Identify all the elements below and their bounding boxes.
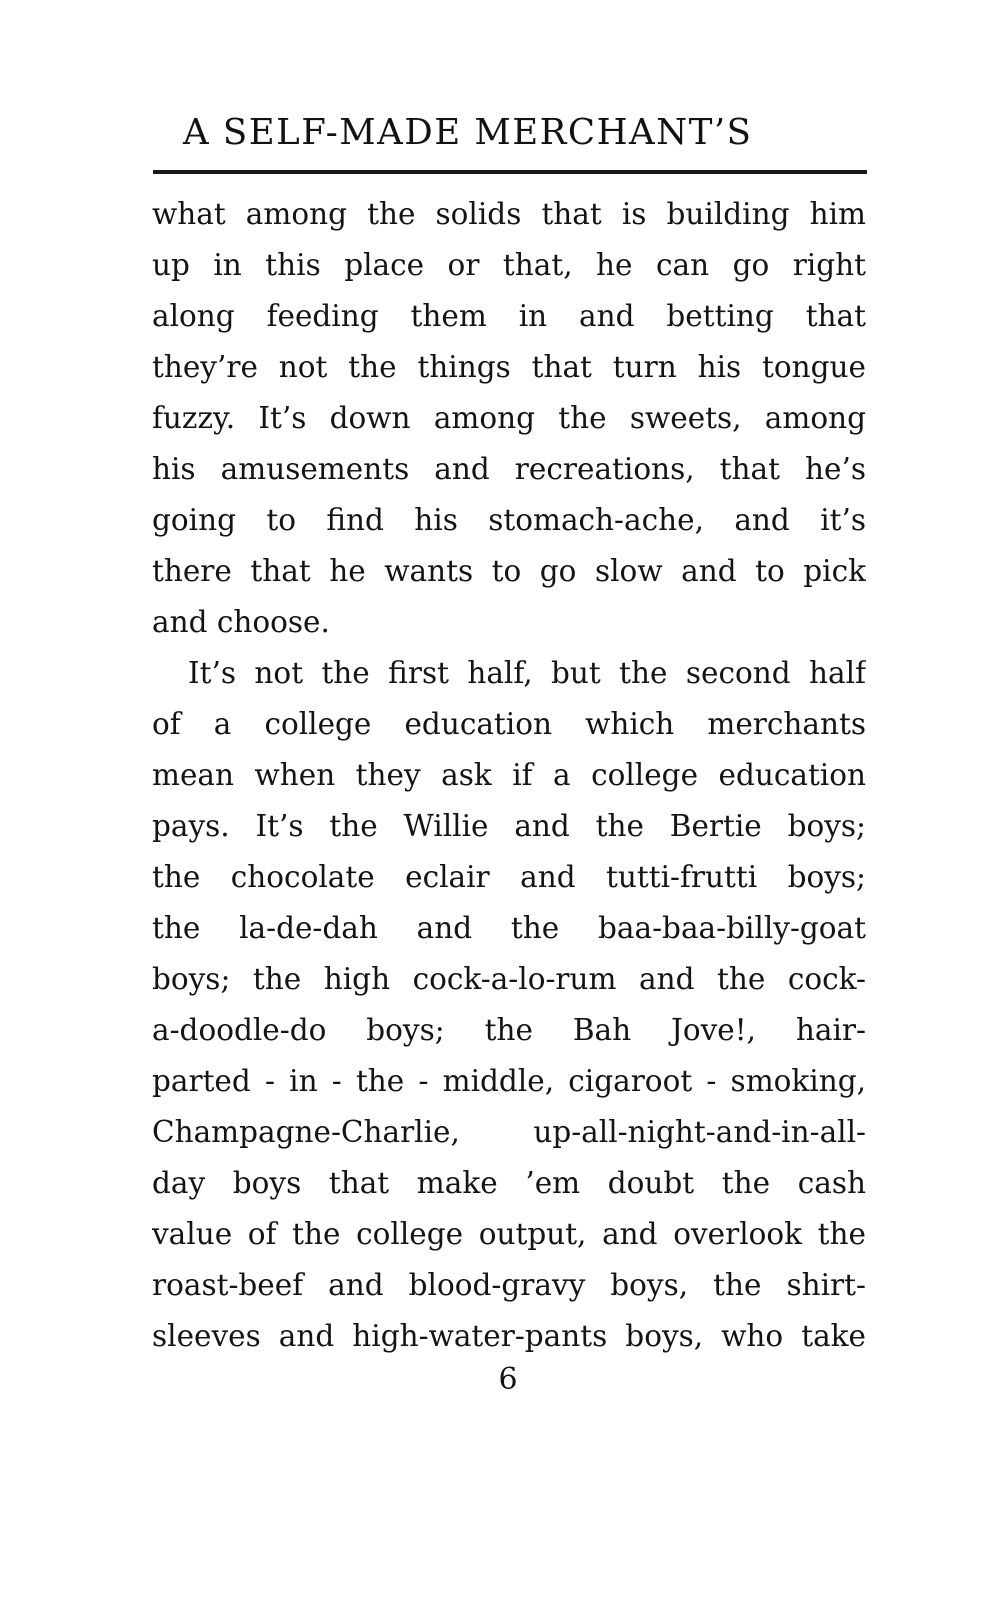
text-line: It’s not the first half, but the second half [188,656,866,690]
text-line: the la-de-dah and the baa-baa-billy-goat [152,911,866,945]
text-line: his amusements and recreations, that he’s [152,452,866,486]
text-line: mean when they ask if a college education [152,758,866,792]
text-line: up in this place or that, he can go right [152,248,866,282]
text-line: going to find his stomach-ache, and it’s [152,503,866,537]
text-line: what among the solids that is building him [152,197,866,231]
text-line: of a college education which merchants [152,707,866,741]
page-header [153,112,865,164]
text-line: fuzzy. It’s down among the sweets, among [152,401,866,435]
text-line: along feeding them in and betting that [152,299,866,333]
text-line: and choose. [152,605,330,639]
page-number: 6 [498,1362,518,1397]
paragraph-1 [152,189,866,648]
paragraph-2 [152,648,866,1362]
text-line: they’re not the things that turn his tongue [152,350,866,384]
text-line: the chocolate eclair and tutti-frutti boys; [152,860,866,894]
text-line: roast-beef and blood-gravy boys, the shirt- [152,1268,866,1302]
body-text [152,189,866,1362]
text-line: Champagne-Charlie, up-all-night-and-in-all- [152,1115,866,1149]
header-rule [153,170,867,174]
text-line: day boys that make ’em doubt the cash [152,1166,866,1200]
text-line: a-doodle-do boys; the Bah Jove!, hair- [152,1013,866,1047]
text-line: parted - in - the - middle, cigaroot - smoking, [152,1064,866,1098]
running-title: A SELF-MADE MERCHANT’S [183,112,753,153]
text-line: value of the college output, and overlook the [152,1217,866,1251]
text-line: sleeves and high-water-pants boys, who take [152,1319,866,1353]
text-line: boys; the high cock-a-lo-rum and the cock- [152,962,866,996]
text-line: pays. It’s the Willie and the Bertie boys; [152,809,866,843]
text-line: there that he wants to go slow and to pick [152,554,866,588]
